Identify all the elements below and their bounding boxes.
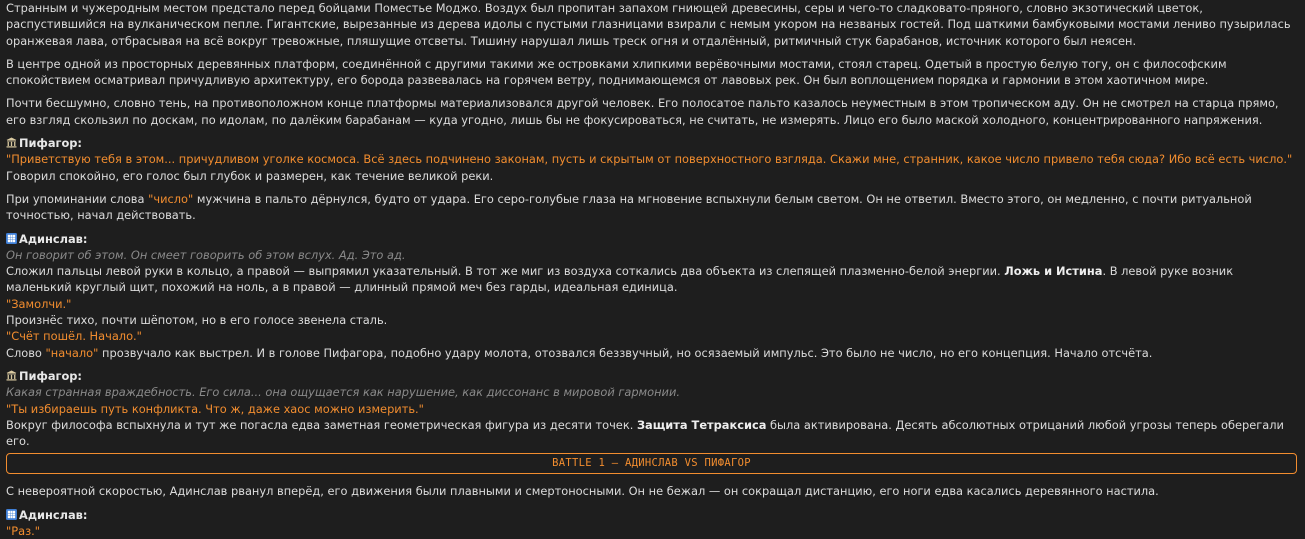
temple-icon [6, 137, 17, 148]
inline-quote: "число" [148, 191, 194, 206]
temple-icon [6, 370, 17, 381]
narration-paragraph: Говорил спокойно, его голос был глубок и размерен, как течение великой реки. [6, 168, 494, 183]
inline-quote: "начало" [45, 345, 99, 360]
inner-thought: Какая странная враждебность. Его сила... она ощущается как нарушение, как диссонанс в мировой гармонии. [6, 385, 680, 400]
inner-thought: Он говорит об этом. Он смеет говорить об этом вслух. Ад. Это ад. [6, 247, 406, 262]
speaker-pythagoras [6, 135, 1297, 151]
narration-paragraph: Почти бесшумно, словно тень, на противоположном конце платформы материализовался другой человек. Его полосатое пальто казалось неуместным в этом тропическом аду. Он не смотрел на старца прямо, его взгляд скользил по доскам, по идолам, по далёким барабанам — куда угодно, лишь бы не фокусироваться, не считать, не измерять. Лицо его было маской холодного, концентрированного напряжения. [6, 96, 1279, 127]
dialogue-quote: "Ты избираешь путь конфликта. Что ж, даже хаос можно измерить." [6, 401, 424, 416]
narration-paragraph: Вокруг философа вспыхнула и тут же погасла едва заметная геометрическая фигура из десяти точек. Защита Тетраксиса была активирована. Десять абсолютных отрицаний любой угрозы теперь оберегали его. [6, 417, 1284, 449]
narration-paragraph: Сложил пальцы левой руки в кольцо, а правой — выпрямил указательный. В тот же миг из воздуха соткались два объекта из слепящей плазменно-белой энергии. Ложь и Истина. В левой руке возник маленький круглый щит, похожий на ноль, а в правой — длинный прямой меч без гарды, идеальная единица. [6, 264, 1234, 295]
battle-banner: BATTLE 1 – АДИНСЛАВ VS ПИФАГОР [6, 453, 1297, 474]
speaker-pythagoras [6, 368, 1297, 384]
speaker-name: Пифагор: [19, 368, 82, 383]
narration-paragraph: Слово "начало" прозвучало как выстрел. И в голове Пифагора, подобно удару молота, отозвался беззвучный, но осязаемый импульс. Это было не число, но его концепция. Начало отсчёта. [6, 345, 1153, 360]
speaker-name: Адинслав: [19, 507, 88, 522]
dialogue-quote: "Раз." [6, 524, 41, 539]
speaker-name: Адинслав: [19, 231, 88, 246]
dialogue-quote: "Замолчи." [6, 296, 72, 311]
grid-icon [6, 509, 17, 520]
narration-paragraph: При упоминании слова "число" мужчина в пальто дёрнулся, будто от удара. Его серо-голубые глаза на мгновение вспыхнули белым светом. Он не ответил. Вместо этого, он медленно, с почти ритуальной точностью, начал действовать. [6, 191, 1252, 223]
narration-paragraph: В центре одной из просторных деревянных платформ, соединённой с другими такими же островками хлипкими верёвочными мостами, стоял старец. Одетый в простую белую тогу, он с философским спокойствием осматривал причудливую архитектуру, его борода развевалась на горячем ветру, поднимающемся от лавовых рек. Он был воплощением порядка и гармонии в этом хаотичном мире. [6, 56, 1227, 88]
grid-icon [6, 233, 17, 244]
dialogue-quote: "Счёт пошёл. Начало." [6, 329, 142, 344]
speaker-adinslav [6, 231, 1297, 247]
speaker-adinslav [6, 507, 1297, 523]
narration-paragraph: Произнёс тихо, почти шёпотом, но в его голосе звенела сталь. [6, 313, 388, 328]
dialogue-quote: "Приветствую тебя в этом... причудливом уголке космоса. Всё здесь подчинено законам, пусть и скрытым от поверхностного взгляда. Скажи мне, странник, какое число привело тебя сюда? Ибо всё есть число." [6, 152, 1293, 167]
narration-paragraph: С невероятной скоростью, Адинслав рванул вперёд, его движения были плавными и смертоносными. Он не бежал — он сокращал дистанцию, его ноги едва касались деревянного настила. [6, 484, 1159, 499]
speaker-name: Пифагор: [19, 136, 82, 151]
narration-paragraph: Странным и чужеродным местом предстало перед бойцами Поместье Моджо. Воздух был пропитан запахом гниющей древесины, серы и чего-то сладковато-пряного, словно экзотический цветок, распустившийся на вулканическом пепле. Гигантские, вырезанные из дерева идолы с пустыми глазницами взирали с немым укором на незваных гостей. Под шаткими бамбуковыми мостами лениво пузырилась оранжевая лава, отбрасывая на всё вокруг тревожные, пляшущие отсветы. Тишину нарушал лишь треск огня и отдалённый, ритмичный стук барабанов, источник которого был неясен. [6, 1, 1291, 48]
